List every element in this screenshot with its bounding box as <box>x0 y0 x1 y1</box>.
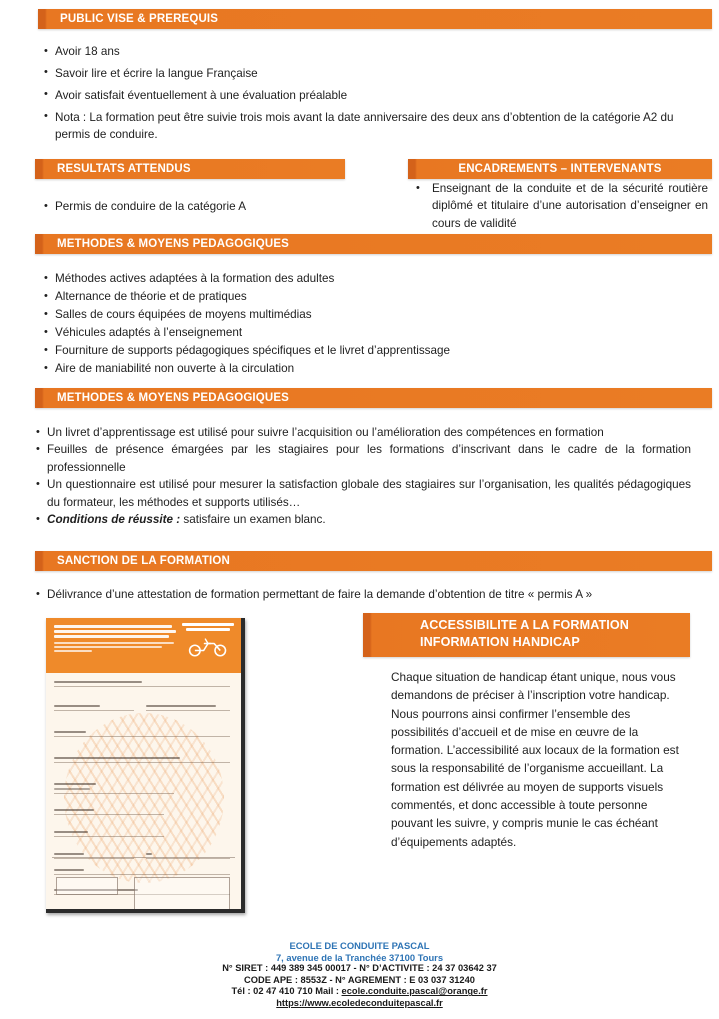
footer-siret: N° SIRET : 449 389 345 00017 - N° D’ACTIVITE : 24 37 03642 37 <box>222 963 497 974</box>
list-item: • Salles de cours équipées de moyens multimédias <box>44 306 684 323</box>
footer-company: ECOLE DE CONDUITE PASCAL <box>289 940 430 951</box>
section-header-public-vise <box>38 9 712 29</box>
sanction-list <box>36 586 696 603</box>
list-item-conditions <box>36 511 691 528</box>
resultats-content <box>44 198 344 215</box>
certificate-form-body <box>46 673 241 909</box>
section-header-encadrements <box>408 159 712 179</box>
certificate-field <box>54 831 164 837</box>
certificate-header-band <box>46 618 241 673</box>
footer-website-line <box>0 998 719 1010</box>
list-item: • Permis de conduire de la catégorie A <box>44 198 344 215</box>
section-header-label: SANCTION DE LA FORMATION <box>57 555 230 567</box>
conditions-rest: satisfaire un examen blanc. <box>180 513 326 527</box>
list-item: • Avoir 18 ans <box>44 43 684 60</box>
list-item: • Véhicules adaptés à l’enseignement <box>44 324 684 341</box>
list-item: • Fourniture de supports pédagogiques spécifiques et le livret d’apprentissage <box>44 342 684 359</box>
footer-email-link[interactable]: ecole.conduite.pascal@orange.fr <box>341 986 488 997</box>
certificate-field <box>54 681 230 687</box>
certificate-image <box>46 618 245 913</box>
methodes-1-content <box>44 270 684 378</box>
certificate-field <box>54 731 230 737</box>
section-header-sanction <box>35 551 712 571</box>
list-item: • Alternance de théorie et de pratiques <box>44 288 684 305</box>
list-item: • Un questionnaire est utilisé pour mesurer la satisfaction globale des stagiaires sur l’organisation, les qualités pédagogiques du formateur, les méthodes et supports utilisés… <box>36 476 691 511</box>
section-header-label: METHODES & MOYENS PEDAGOGIQUES <box>57 238 289 250</box>
list-item: • Savoir lire et écrire la langue Française <box>44 65 684 82</box>
footer-website-link[interactable]: https://www.ecoledeconduitepascal.fr <box>276 997 443 1008</box>
certificate-field <box>146 705 230 711</box>
certificate-field <box>54 809 164 815</box>
certificate-field <box>54 705 134 711</box>
methodes-2-list <box>36 424 691 528</box>
certificate-title-text <box>54 625 174 654</box>
resultats-list <box>44 198 344 215</box>
encadrements-list <box>408 180 708 232</box>
certificate-stamp-box <box>134 877 230 909</box>
section-header-label: RESULTATS ATTENDUS <box>57 163 191 175</box>
methodes-1-list <box>44 270 684 377</box>
section-header-methodes-1 <box>35 234 712 254</box>
certificate-page <box>46 618 241 909</box>
codes-rousseau-logo <box>182 623 234 663</box>
sanction-content <box>36 586 696 603</box>
accessibilite-heading-line1: ACCESSIBILITE A LA FORMATION <box>420 618 629 632</box>
list-item: • Un livret d’apprentissage est utilisé pour suivre l’acquisition ou l’amélioration des compétences en formation <box>36 424 691 441</box>
encadrements-content <box>408 180 708 232</box>
footer-ape: CODE APE : 8553Z - N° AGREMENT : E 03 037 31240 <box>244 974 475 985</box>
certificate-field <box>54 869 230 875</box>
accessibilite-heading-line2: INFORMATION HANDICAP <box>420 635 580 649</box>
conditions-emphasis: Conditions de réussite : <box>47 513 181 527</box>
footer <box>0 940 719 1010</box>
section-header-resultats <box>35 159 345 179</box>
list-item: • Nota : La formation peut être suivie trois mois avant la date anniversaire des deux ans d’obtention de la catégorie A2 du permis de conduire. <box>44 109 684 144</box>
public-vise-content <box>44 43 684 148</box>
certificate-field <box>54 783 174 794</box>
section-header-label: PUBLIC VISE & PREREQUIS <box>60 13 219 25</box>
section-header-accessibilite <box>363 613 690 657</box>
footer-tel: Tél : 02 47 410 710 Mail : <box>231 986 342 997</box>
list-item: • Enseignant de la conduite et de la sécurité routière diplômé et titulaire d’une autorisation d’enseigner en cours de validité <box>408 180 708 232</box>
list-item: • Délivrance d’une attestation de formation permettant de faire la demande d’obtention de titre « permis A » <box>36 586 696 603</box>
footer-address: 7, avenue de la Tranchée 37100 Tours <box>275 951 444 963</box>
list-item: • Méthodes actives adaptées à la formation des adultes <box>44 270 684 287</box>
section-header-label: METHODES & MOYENS PEDAGOGIQUES <box>57 392 289 404</box>
accessibilite-body-text: Chaque situation de handicap étant unique, nous vous demandons de préciser à l’inscription votre handicap. Nous pourrons ainsi confirmer l’ensemble des possibilités d’accueil et de mise en œuvre de la formation. L’accessibilité aux locaux de la formation est sous la responsabilité de l’organisme accueillant. La formation est délivrée au moyen de supports visuels commentés, et donc accessible à toute personne pouvant les suivre, y compris munie le cas échéant d’équipements adaptés. <box>391 670 679 849</box>
certificate-signature-box <box>56 877 118 895</box>
list-item: • Feuilles de présence émargées par les stagiaires pour les formations d’inscrivant dans le cadre de la formation professionnelle <box>36 441 691 476</box>
list-item: • Aire de maniabilité non ouverte à la circulation <box>44 360 684 377</box>
section-header-methodes-2 <box>35 388 712 408</box>
footer-contact <box>0 986 719 998</box>
certificate-field <box>54 757 230 763</box>
public-vise-list <box>44 43 684 144</box>
section-header-label: ENCADREMENTS – INTERVENANTS <box>458 163 662 175</box>
methodes-2-content <box>36 424 691 528</box>
motorcycle-icon <box>187 636 229 658</box>
list-item: • Avoir satisfait éventuellement à une évaluation préalable <box>44 87 684 104</box>
